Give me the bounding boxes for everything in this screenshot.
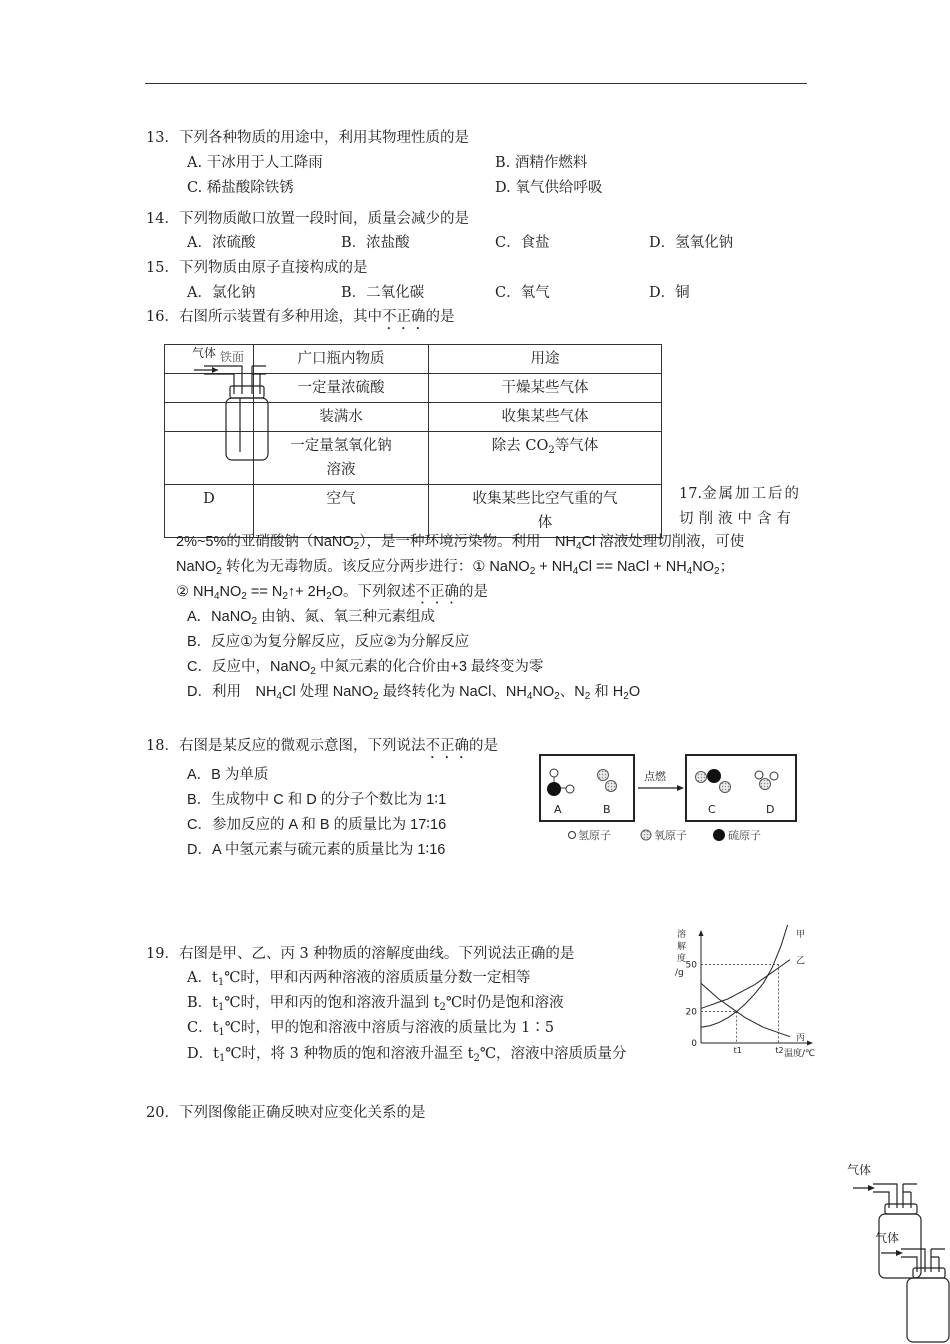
- molecule-a: [547, 769, 574, 796]
- q19-option-b: B．$t_1℃$时，甲和丙的饱和溶液升温到 $t_2℃$时仍是饱和溶液: [187, 995, 564, 1013]
- label-c: C: [708, 803, 716, 816]
- x-axis-label: 温度/℃: [784, 1049, 816, 1059]
- q20-stem: 20．下列图像能正确反映对应变化关系的是: [146, 1105, 426, 1121]
- gas-label-1: 气体: [847, 1163, 872, 1177]
- q16-header-substance: 广口瓶内物质: [254, 345, 429, 374]
- series-label: 丙: [796, 1033, 806, 1044]
- q19-option-a: A．$t_1℃$时，甲和丙两种溶液的溶质质量分数一定相等: [187, 970, 531, 988]
- q13-stem: 13．下列各种物质的用途中，利用其物理性质的是: [146, 130, 469, 146]
- header-rule: [145, 83, 807, 84]
- q16-row-substance: 装满水: [254, 403, 429, 432]
- q17-side-line-2: 切削液中含有: [679, 511, 796, 527]
- molecule-b: [598, 770, 617, 792]
- q17-option-a: A．NaNO$_2$ 由钠、氮、氧三种元素组成: [187, 609, 436, 627]
- q16-row-substance: 空气: [254, 485, 429, 538]
- q15-option-d: D．铜: [649, 285, 690, 301]
- q16-row-label-d: D: [165, 485, 254, 538]
- q14-option-c: C．食盐: [495, 235, 550, 251]
- x-tick-label: t1: [733, 1046, 742, 1055]
- q16-row-use: 除去 $CO_2$等气体: [429, 432, 662, 485]
- series-label: 甲: [796, 930, 806, 940]
- q15-option-b: B．二氧化碳: [341, 285, 425, 301]
- q17-option-c: C．反应中，NaNO$_2$ 中氮元素的化合价由+3 最终变为零: [187, 659, 544, 677]
- q16-header-use: 用途: [429, 345, 662, 374]
- q17-option-b: B．反应①为复分解反应，反应②为分解反应: [187, 634, 470, 650]
- y-tick-label: 20: [685, 1007, 697, 1018]
- q18-option-c: C．参加反应的 A 和 B 的质量比为 17∶16: [187, 817, 447, 833]
- q13-option-c: C. 稀盐酸除铁锈: [187, 180, 294, 196]
- arrow-label: 点燃: [644, 770, 666, 783]
- y-tick-label: 0: [691, 1039, 697, 1049]
- q18-reaction-diagram: [538, 752, 800, 848]
- q14-option-b: B．浓盐酸: [341, 235, 410, 251]
- q17-line-1: 2%~5%的亚硝酸钠（NaNO$_2$），是一种环境污染物。利用 $NH_4Cl$ 溶液处理切削液，可使: [176, 534, 745, 552]
- q13-option-b: B. 酒精作燃料: [495, 155, 588, 171]
- svg-text:气体: 气体: [192, 346, 217, 360]
- legend-sulfur: 硫原子: [728, 829, 761, 842]
- q13-option-d: D. 氧气供给呼吸: [495, 180, 603, 196]
- q13-option-a: A. 干冰用于人工降雨: [187, 155, 323, 171]
- q18-option-b: B．生成物中 C 和 D 的分子个数比为 1∶1: [187, 792, 447, 808]
- series-label: 乙: [796, 956, 806, 967]
- x-tick-label: t2: [775, 1046, 784, 1055]
- y-axis-label-3: 度: [677, 954, 687, 964]
- q19-stem: 19．右图是甲、乙、丙 3 种物质的溶解度曲线。下列说法正确的是: [146, 946, 575, 962]
- series-line-2: [701, 960, 790, 1009]
- y-axis-label-4: /g: [675, 968, 684, 978]
- q17-option-d: D．利用 $NH_4Cl$ 处理 NaNO$_2$ 最终转化为 NaCl、$NH_4NO_2$、$N_2$ 和 $H_2O$: [187, 684, 641, 702]
- corner-gas-bottles: [845, 1160, 950, 1344]
- legend-oxygen: 氧原子: [654, 829, 687, 842]
- q18-option-d: D．A 中氢元素与硫元素的质量比为 1∶16: [187, 842, 446, 858]
- q19-option-c: C．$t_1℃$时，甲的饱和溶液中溶质与溶液的质量比为 1∶5: [187, 1020, 555, 1038]
- q16-row-substance: 一定量氢氧化钠 溶液: [254, 432, 429, 485]
- q16-row-substance: 一定量浓硫酸: [254, 374, 429, 403]
- q14-option-a: A．浓硫酸: [187, 235, 256, 251]
- q15-option-a: A．氯化钠: [187, 285, 256, 301]
- q17-line-3: ② $NH_4NO_2$ == $N_2↑+ 2H_2O$。下列叙述不正确的是: [176, 584, 489, 602]
- q18-option-a: A．B 为单质: [187, 767, 269, 783]
- q16-row-use: 收集某些比空气重的气 体: [429, 485, 662, 538]
- y-axis-label-2: 解: [677, 942, 687, 952]
- q16-gas-bottle-illustration: [190, 344, 270, 464]
- q14-option-d: D．氢氧化钠: [649, 235, 734, 251]
- q17-line-2: NaNO$_2$ 转化为无毒物质。该反应分两步进行：① NaNO$_2$ + $NH_4Cl$ == NaCl + $NH_4NO_2$；: [176, 559, 735, 577]
- q16-row-use: 干燥某些气体: [429, 374, 662, 403]
- q18-stem: 18．右图是某反应的微观示意图，下列说法不正确的是: [146, 738, 498, 754]
- q14-stem: 14．下列物质敞口放置一段时间，质量会减少的是: [146, 211, 469, 227]
- q15-stem: 15．下列物质由原子直接构成的是: [146, 260, 368, 276]
- molecule-d: [755, 771, 778, 790]
- q16-row-use: 收集某些气体: [429, 403, 662, 432]
- label-d: D: [766, 803, 775, 816]
- q19-option-d: D．$t_1℃$时，将 3 种物质的饱和溶液升温至 $t_2℃$，溶液中溶质质量分: [187, 1046, 627, 1063]
- series-line-3: [701, 983, 790, 1036]
- q16-stem: 16．右图所示装置有多种用途，其中不正确的是: [146, 309, 455, 325]
- y-tick-label: 50: [685, 960, 697, 971]
- q17-side-line-1: 17.金属加工后的: [679, 486, 802, 502]
- q15-option-c: C．氧气: [495, 285, 550, 301]
- label-b: B: [603, 803, 611, 816]
- gas-label-2: 气体: [875, 1231, 900, 1245]
- solubility-chart: [672, 925, 822, 1060]
- legend-hydrogen: 氢原子: [578, 829, 611, 842]
- svg-text:铁面: 铁面: [220, 350, 245, 364]
- product-box: [686, 755, 796, 821]
- y-axis-label-1: 溶: [677, 930, 687, 940]
- label-a: A: [554, 803, 562, 816]
- molecule-c: [696, 769, 731, 793]
